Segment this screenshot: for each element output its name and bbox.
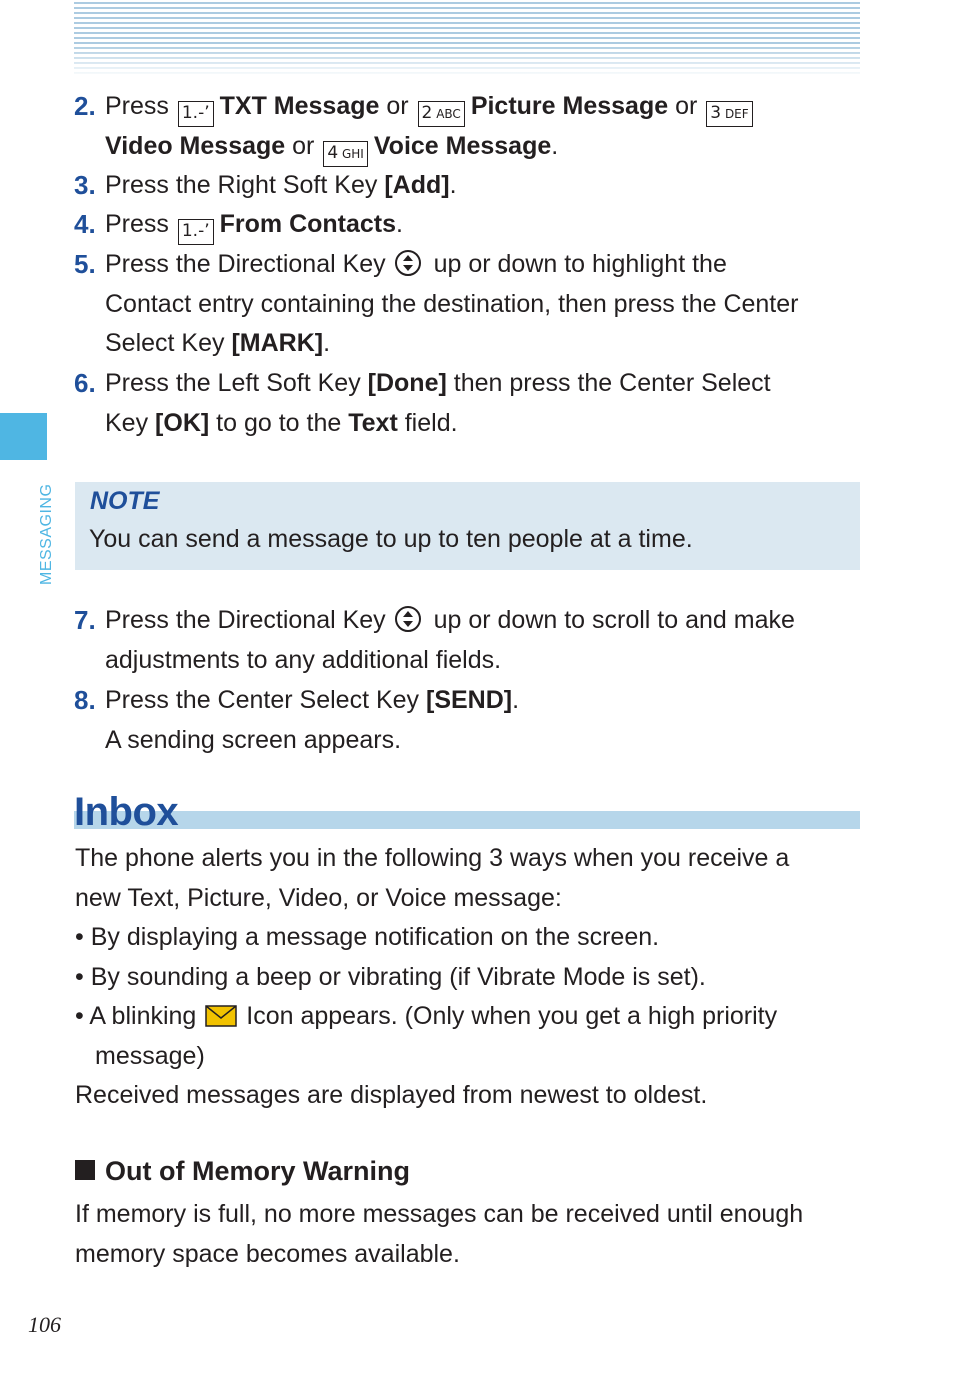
step-4: 4. Press 1.-’ From Contacts. xyxy=(74,205,864,245)
note-title: NOTE xyxy=(90,487,160,515)
step-text: Key xyxy=(105,408,149,437)
memory-body xyxy=(75,1195,875,1274)
step-text: or xyxy=(292,132,315,160)
step-number: 3. xyxy=(74,170,96,200)
paragraph-line: If memory is full, no more messages can be received until enough xyxy=(75,1200,804,1228)
page-number: 106 xyxy=(28,1312,61,1337)
step-text: up or down to scroll to and make xyxy=(433,606,795,634)
from-contacts-label: From Contacts xyxy=(219,210,397,238)
note-box xyxy=(75,482,860,570)
heading-underline-bar xyxy=(74,811,860,829)
step-number: 6. xyxy=(74,368,96,398)
step-number: 4. xyxy=(74,209,96,239)
voice-message-label: Voice Message xyxy=(373,132,552,160)
step-number: 5. xyxy=(74,249,96,279)
picture-message-label: Picture Message xyxy=(470,92,669,120)
step-8: 8. Press the Center Select Key [SEND]. A sending screen appears. xyxy=(74,681,864,760)
square-bullet-icon xyxy=(75,1160,95,1180)
step-text: Contact entry containing the destination, then press the Center xyxy=(105,289,799,318)
envelope-icon xyxy=(205,1005,237,1027)
step-text: Press xyxy=(105,210,169,238)
step-text: Press the Directional Key xyxy=(105,606,386,634)
key-4-icon: 4 GHI xyxy=(323,141,368,167)
step-3: 3. Press the Right Soft Key [Add]. xyxy=(74,166,864,206)
bullet-item: • A blinking Icon appears. (Only when you get a high priority message) xyxy=(75,1002,778,1070)
step-text: Press the Center Select Key xyxy=(105,686,420,714)
bullet-item: • By displaying a message notification on the screen. xyxy=(75,923,660,951)
key-2-icon: 2 ABC xyxy=(418,101,465,127)
softkey-label: [MARK] xyxy=(231,329,324,357)
step-text: adjustments to any additional fields. xyxy=(105,645,502,674)
video-message-label: Video Message xyxy=(105,132,286,160)
softkey-label: [Done] xyxy=(367,369,447,397)
directional-key-icon xyxy=(395,250,421,276)
step-number: 7. xyxy=(74,605,96,635)
section-heading-inbox: Inbox xyxy=(74,790,179,834)
step-7 xyxy=(74,601,864,680)
bullet-item: • By sounding a beep or vibrating (if Vibrate Mode is set). xyxy=(75,962,706,991)
step-number: 2. xyxy=(74,91,96,121)
step-text: field. xyxy=(404,408,458,437)
step-text: Press xyxy=(105,92,169,120)
step-text: or xyxy=(386,92,409,120)
header-decoration-stripes xyxy=(74,2,860,74)
section-tab-marker xyxy=(0,413,47,460)
directional-key-icon xyxy=(395,606,421,632)
softkey-label: [SEND] xyxy=(426,686,513,714)
step-text: Press the Right Soft Key xyxy=(105,171,378,199)
inbox-body xyxy=(75,839,875,1116)
step-text: then press the Center Select xyxy=(453,369,771,397)
step-text: to go to the xyxy=(216,408,342,437)
step-number: 8. xyxy=(74,685,96,715)
section-label: MESSAGING xyxy=(38,483,55,585)
softkey-label: [Add] xyxy=(384,171,450,199)
softkey-label: [OK] xyxy=(155,408,210,437)
paragraph-line: The phone alerts you in the following 3 ways when you receive a xyxy=(75,844,790,872)
step-6 xyxy=(74,364,864,443)
key-1-icon: 1.-’ xyxy=(178,101,214,127)
paragraph-line: new Text, Picture, Video, or Voice message: xyxy=(75,883,562,912)
step-text: or xyxy=(675,92,698,120)
step-5: 5. Press the Directional Key up or down to highlight the Contact entry containing the destination, then press the Center Select Key [MARK]. xyxy=(74,245,864,364)
key-3-icon: 3 DEF xyxy=(706,101,752,127)
key-1-icon: 1.-’ xyxy=(178,219,214,245)
paragraph-line: memory space becomes available. xyxy=(75,1239,460,1268)
step-text: Press the Directional Key xyxy=(105,250,386,278)
subheading-out-of-memory: Out of Memory Warning xyxy=(75,1156,410,1187)
paragraph-line: Received messages are displayed from newest to oldest. xyxy=(75,1081,708,1109)
step-text: Select Key xyxy=(105,329,225,357)
step-text: A sending screen appears. xyxy=(105,725,402,754)
step-text: Press the Left Soft Key xyxy=(105,369,361,397)
step-text: up or down to highlight the xyxy=(433,250,727,278)
txt-message-label: TXT Message xyxy=(219,92,380,120)
note-text: You can send a message to up to ten people at a time. xyxy=(89,525,693,553)
step-2: 2. Press 1.-’ TXT Message or 2 ABC Picture Message or 3 DEF Video Message or 4 GHI Voice Message. xyxy=(74,87,864,167)
field-label: Text xyxy=(348,408,398,437)
